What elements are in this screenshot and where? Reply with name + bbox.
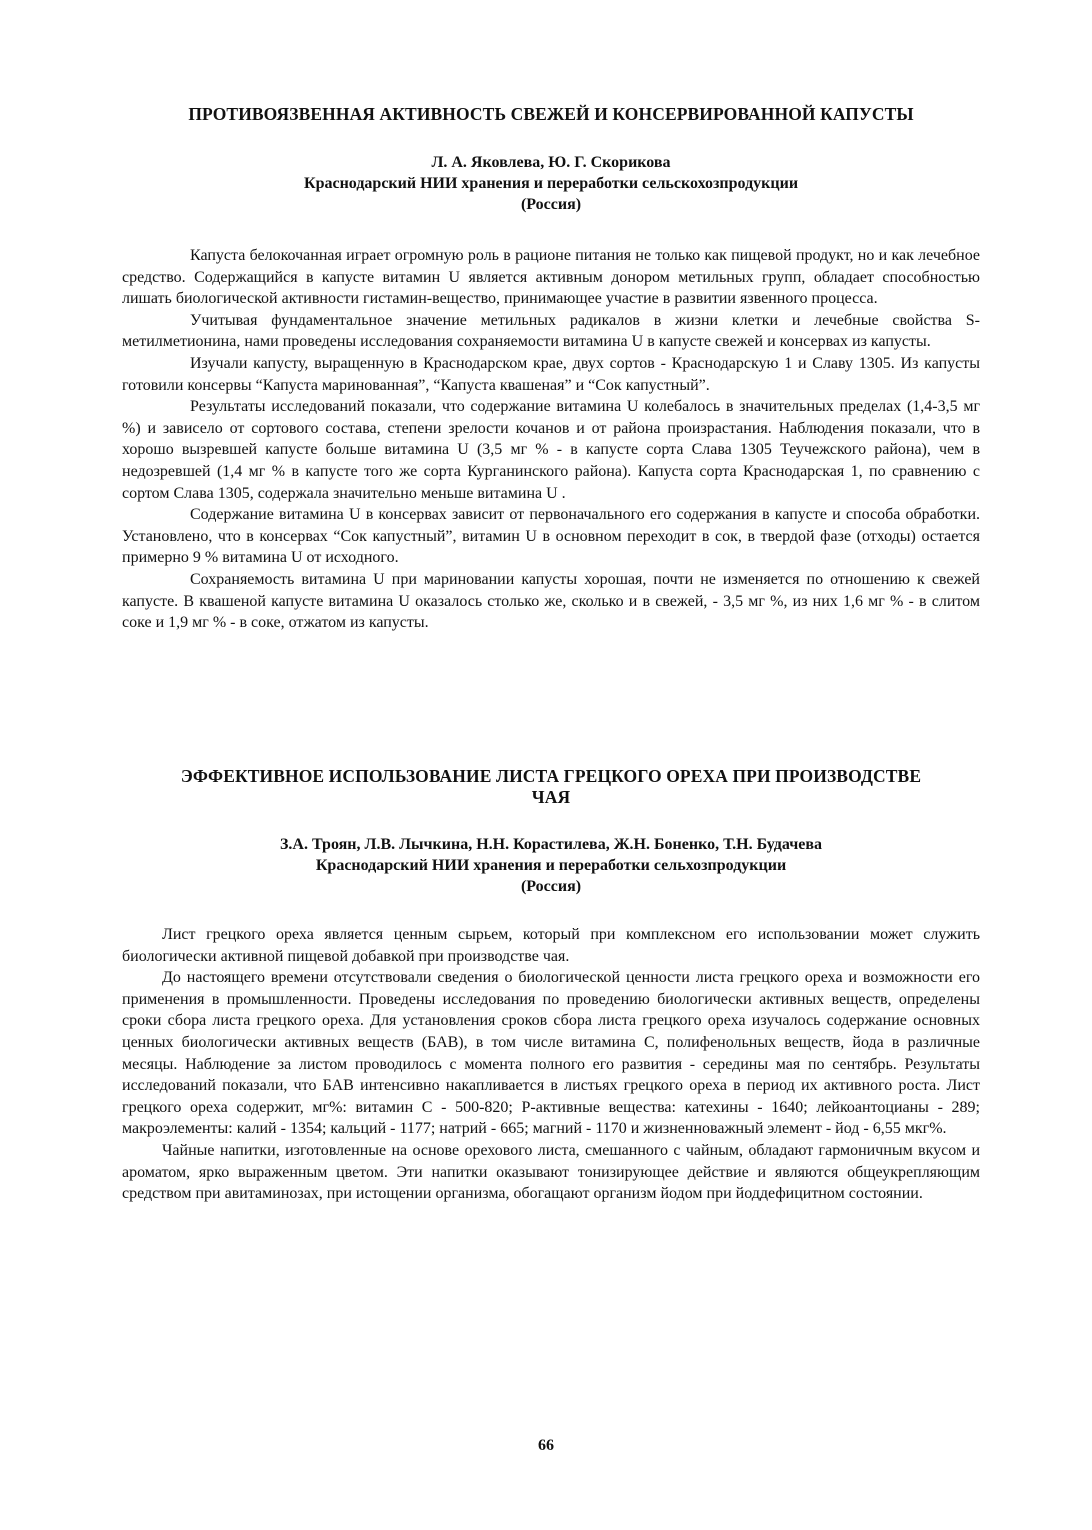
paragraph: Чайные напитки, изготовленные на основе орехового листа, смешанного с чайным, обладают гармоничным вкусом и ароматом, ярко выраженным цветом. Эти напитки оказывают тонизирующее действие и являются общеукрепляющим средством при авитаминозах, при истощении организма, обогащают организм йодом при йоддефицитном состоянии. [122, 1141, 980, 1203]
paragraph: Учитывая фундаментальное значение метильных радикалов в жизни клетки и лечебные свойства S-метилметионина, нами проведены исследования сохраняемости витамина U в капусте свежей и консервах из капусты. [122, 311, 980, 351]
article-title [122, 766, 980, 808]
paragraph: До настоящего времени отсутствовали сведения о биологической ценности листа грецкого ореха и возможности его применения в промышленности. Проведены исследования по проведению биологически активных веществ, определены сроки сбора листа грецкого ореха. Для установления сроков сбора листа грецкого ореха изучалось содержание основных ценных биологически активных веществ (БАВ), в том числе витамина С, полифенольных веществ, йода в различные месяцы. Наблюдение за листом проводилось с момента полного его развития - середины мая по сентябрь. Результаты исследований показали, что БАВ интенсивно накапливается в листьях грецкого ореха в период их активного роста. Лист грецкого ореха содержит, мг%: витамин С - 500-820; Р-активные вещества: катехины - 1640; лейкоантоцианы - 289; макроэлементы: калий - 1354; кальций - 1177; натрий - 665; магний - 1170 и жизненноважный элемент - йод - 6,55 мкг%. [122, 969, 980, 1138]
article-institution: Краснодарский НИИ хранения и переработки сельскохозпродукции [303, 175, 799, 192]
article-institution: Краснодарский НИИ хранения и переработки сельхозпродукции [315, 857, 787, 874]
paragraph: Изучали капусту, выращенную в Краснодарском крае, двух сортов - Краснодарскую 1 и Славу 1305. Из капусты готовили консервы “Капуста маринованная”, “Капуста квашеная” и “Сок капустный”. [122, 354, 980, 394]
paragraph: Сохраняемость витамина U при мариновании капусты хорошая, почти не изменяется по отношению к свежей капусте. В квашеной капусте витамина U оказалось столько же, сколько и в свежей, - 3,5 мг %, из них 1,6 мг % - в слитом соке и 1,9 мг % - в соке, отжатом из капусты. [122, 570, 980, 632]
article-country: (Россия) [520, 196, 582, 213]
article-body [122, 245, 980, 634]
paragraph: Результаты исследований показали, что содержание витамина U колебалось в значительных пределах (1,4-3,5 мг %) и зависело от сортового состава, степени зрелости кочанов и от района произрастания. Наблюдения показали, что в хорошо вызревшей капусте больше витамина U (3,5 мг % - в капусте сорта Слава 1305 Теучежского района), чем в недозревшей (1,4 мг % в капусте того же сорта Курганинского района). Капуста сорта Краснодарская 1, по сравнению с сортом Слава 1305, содержала значительно меньше витамина U . [122, 398, 980, 502]
page-number: 66 [538, 1437, 554, 1454]
article-byline [122, 152, 980, 215]
paragraph: Капуста белокочанная играет огромную роль в рационе питания не только как пищевой продукт, но и как лечебное средство. Содержащийся в капусте витамин U является активным донором метильных групп, обладает способностью лишать биологической активности гистамин-вещество, принимающее участие в развитии язвенного процесса. [122, 247, 980, 308]
article-walnut-tea [122, 766, 980, 1205]
paragraph: Лист грецкого ореха является ценным сырьем, который при комплексном его использовании может служить биологически активной пищевой добавкой при производстве чая. [122, 926, 980, 965]
article-authors: Л. А. Яковлева, Ю. Г. Скорикова [431, 154, 671, 171]
article-cabbage [122, 104, 980, 634]
article-authors: З.А. Троян, Л.В. Лычкина, Н.Н. Корастилева, Ж.Н. Боненко, Т.Н. Будачева [279, 836, 822, 853]
article-country: (Россия) [520, 878, 582, 895]
article-title-line-1: ЭФФЕКТИВНОЕ ИСПОЛЬЗОВАНИЕ ЛИСТА ГРЕЦКОГО ОРЕХА ПРИ ПРОИЗВОДСТВЕ [180, 766, 922, 786]
article-title-line-2: ЧАЯ [531, 787, 571, 807]
article-body [122, 924, 980, 1205]
article-title: ПРОТИВОЯЗВЕННАЯ АКТИВНОСТЬ СВЕЖЕЙ И КОНСЕРВИРОВАННОЙ КАПУСТЫ [188, 104, 914, 124]
paragraph: Содержание витамина U в консервах зависит от первоначального его содержания в капусте и способа обработки. Установлено, что в консервах “Сок капустный”, витамин U в основном переходит в сок, в твердой фазе (отходы) остается примерно 9 % витамина U от исходного. [122, 506, 980, 567]
article-byline [122, 834, 980, 897]
